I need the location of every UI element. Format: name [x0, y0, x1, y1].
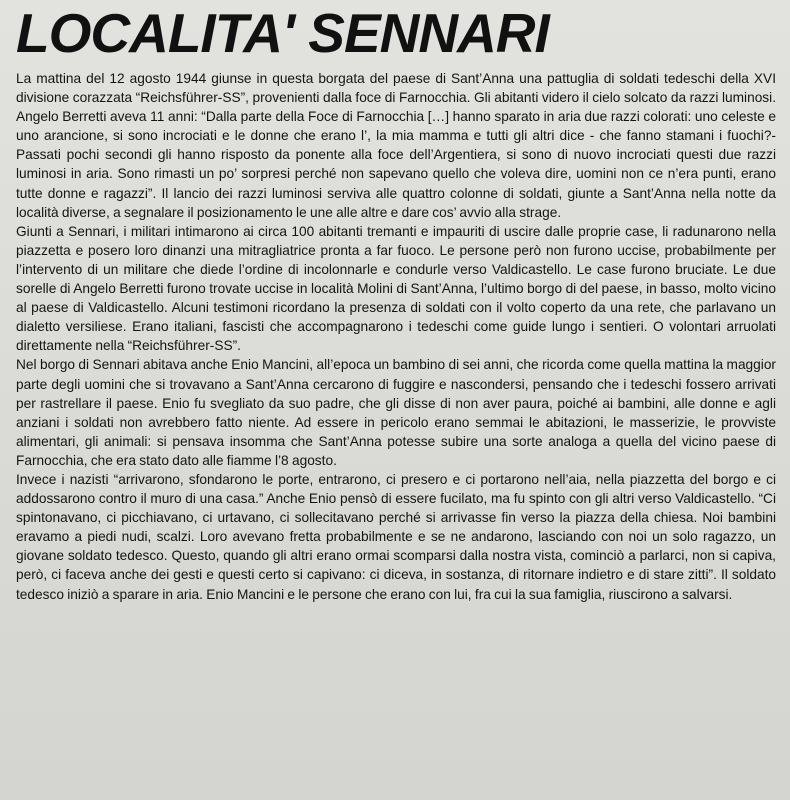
paragraph-rockets: La mattina del 12 agosto 1944 giunse in questa borgata del paese di Sant’Anna una pattuglia di soldati tedeschi della XVI divisione corazzata “Reichsführer-SS”, provenienti dalla foce di Farnocchia. Gli abitanti videro il cielo solcato da razzi luminosi. Angelo Berretti aveva 11 anni: “Dalla parte della Foce di Farnocchia […] hanno sparato in aria due razzi colorati: uno celeste e uno arancione, si sono incrociati e le donne che erano l’, la mia mamma e tutti gli altri dice - che fanno stamani i fuochi?- Passati pochi secondi gli hanno risposto da ponente alla foce dell’Argentiera, si sono di nuovo incrociati questi due razzi luminosi in aria. Sono rimasti un po’ sorpresi perché non sapevano quello che voleva dire, uomini non ce n’era punti, erano tutte donne e ragazzi”. Il lancio dei razzi luminosi serviva alle quattro colonne di soldati, giunte a Sant’Anna nella notte da località diverse, a segnalare il posizionamento le une alle altre e dare cos’ avvio alla strage. — [16, 71, 776, 220]
paragraph-escape: Invece i nazisti “arrivarono, sfondarono le porte, entrarono, ci presero e ci portarono nell’aia, nella piazzetta del borgo e ci addossarono contro il muro di una casa.” Anche Enio pensò di essere fucilato, ma fu spinto con gli altri verso Valdicastello. “Ci spintonavano, ci picchiavano, ci urtavano, ci sollecitavano perché si arrivasse fin verso la piazza della chiesa. Noi bambini eravamo a piedi nudi, scalzi. Loro avevano fretta probabilmente e se ne andarono, lasciando con noi un solo ragazzo, un giovane soldato tedesco. Questo, quando gli altri erano ormai scomparsi dalla nostra vista, cominciò a parlarci, non si capiva, però, ci faceva anche dei gesti e questi certo si capivano: ci diceva, in sostanza, di ritornare indietro e di stare zitti”. Il soldato tedesco iniziò a sparare in aria. Enio Mancini e le persone che erano con lui, fra cui la sua famiglia, riuscirono a salvarsi. — [16, 471, 776, 602]
paragraph-sennari-roundup: Giunti a Sennari, i militari intimarono ai circa 100 abitanti tremanti e impauriti di uscire dalle proprie case, li radunarono nella piazzetta e posero loro dinanzi una mitragliatrice pronta a far fuoco. Le persone però non furono uccise, probabilmente per l’intervento di un militare che diede l’ordine di incolonnarle e condurle verso Valdicastello. Le case furono bruciate. Le due sorelle di Angelo Berretti furono trovate uccise in località Molini di Sant’Anna, l’ultimo borgo di del paese, in basso, molto vicino al paese di Valdicastello. Alcuni testimoni ricordano la presenza di soldati con il volto coperto da una rete, che parlavano un dialetto versiliese. Erano italiani, fascisti che accompagnarono i tedeschi come guide lungo i sentieri. O volontari arruolati direttamente nella “Reichsführer-SS”. — [16, 223, 776, 354]
paragraph-enio-mancini: Nel borgo di Sennari abitava anche Enio Mancini, all’epoca un bambino di sei anni, che ricorda come quella mattina la maggior parte degli uomini che si trovavano a Sant’Anna cercarono di fuggire e nascondersi, pensando che i tedeschi fossero arrivati per rastrellare il paese. Enio fu svegliato da suo padre, che gli disse di non aver paura, poiché ai bambini, alle donne e agli anziani i soldati non avrebbero fatto niente. Ad essere in pericolo erano semmai le abitazioni, le masserizie, le provviste alimentari, gli animali: si pensava insomma che Sant’Anna potesse subire una sorte analoga a quella del vicino paese di Farnocchia, che era stato dato alle fiamme l’8 agosto. — [16, 357, 776, 468]
document-body — [16, 69, 776, 604]
page-title: LOCALITA' SENNARI — [16, 2, 549, 64]
